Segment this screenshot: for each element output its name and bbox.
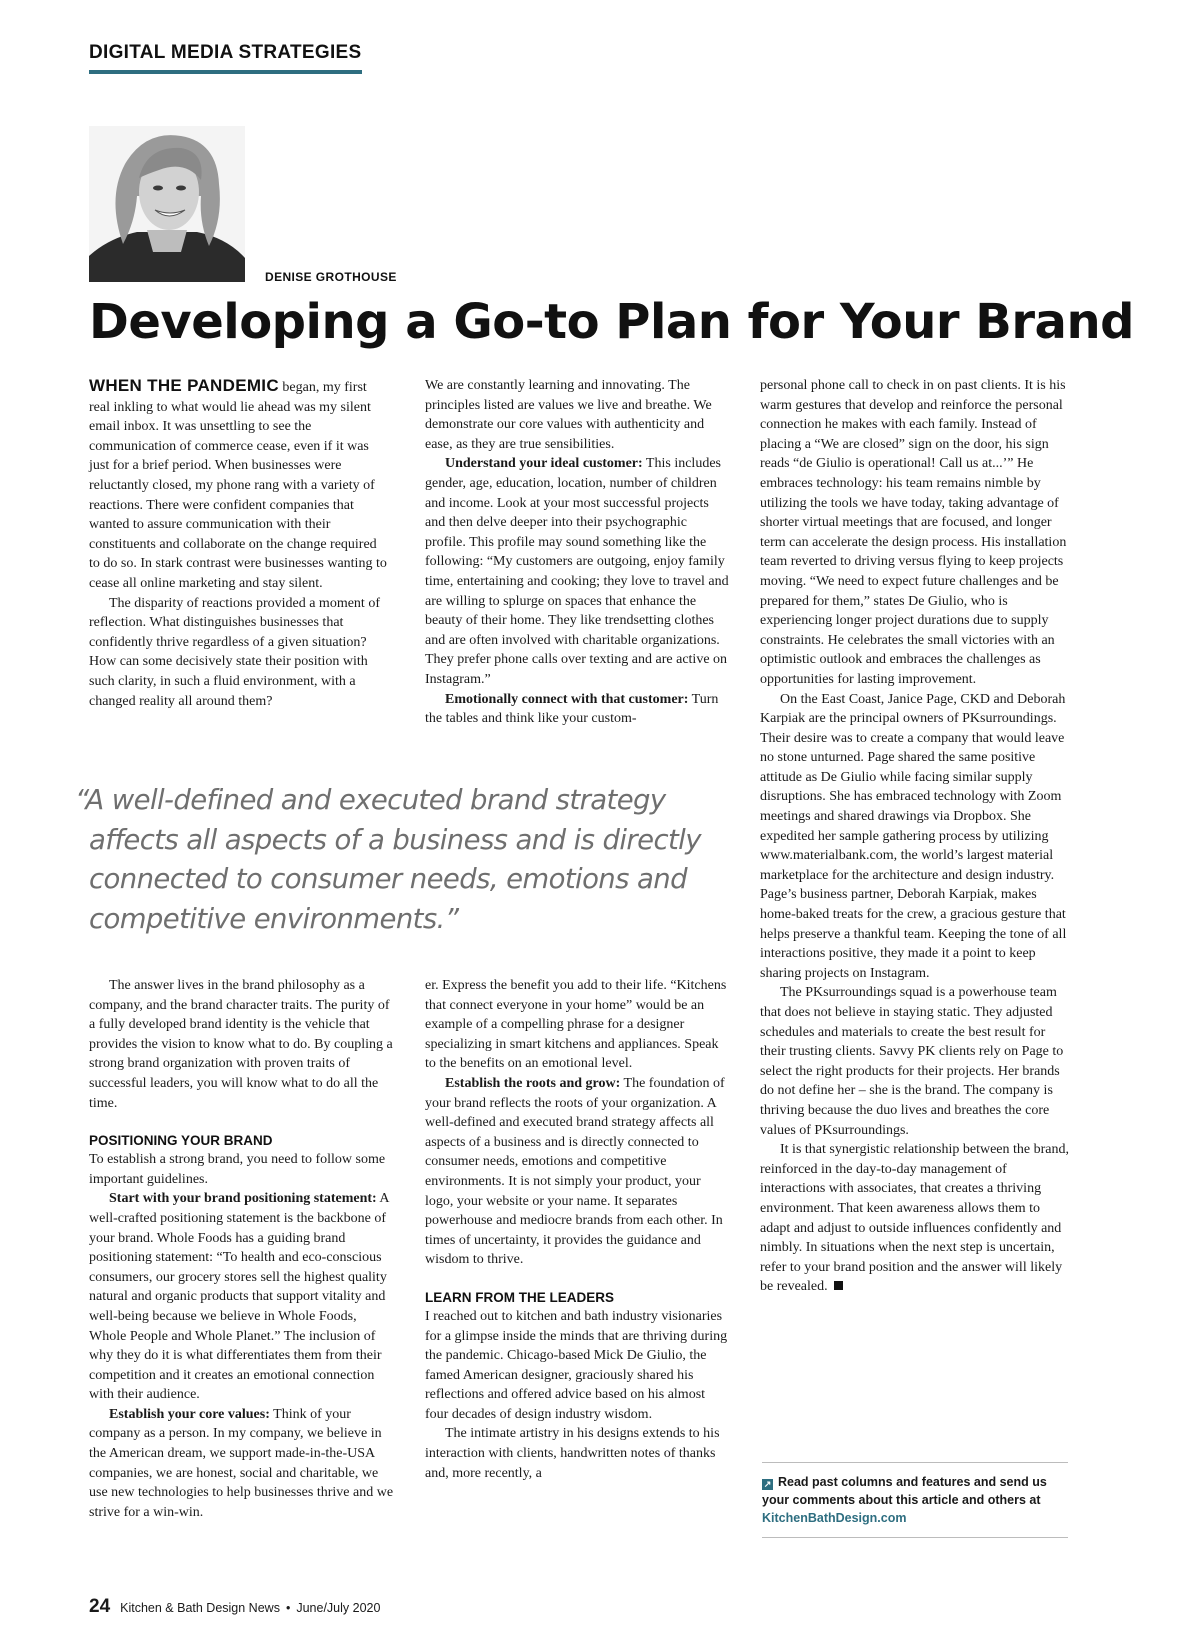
paragraph-text: Turn the tables and think like your custom- [425,691,719,727]
cta-text: Read past columns and features and send us your comments about this article and others at [762,1475,1047,1507]
paragraph-text: This includes gender, age, education, location, number of children and income. Look at your most successful projects and then delve deeper into their psychographic profile. This profile may sound something like the following: “My customers are outgoing, enjoy family time, entertaining and cooking; they love to travel and are willing to splurge on spaces that enhance the beauty of their home. They like trendsetting clothes and are often involved with charitable organizations. They prefer phone calls over texting and are active on Instagram.” [425,456,729,687]
section-label: DIGITAL MEDIA STRATEGIES [89,42,362,74]
cta-link[interactable]: KitchenBathDesign.com [762,1511,907,1525]
subhead: LEARN FROM THE LEADERS [425,1289,614,1305]
column-1-top [89,376,389,711]
lead-in: WHEN THE PANDEMIC [89,376,279,395]
paragraph: To establish a strong brand, you need to follow some important guidelines. [89,1152,386,1187]
paragraph: On the East Coast, Janice Page, CKD and Deborah Karpiak are the principal owners of PKsurroundings. Their desire was to create a company that would leave no stone unturned. Page shared the same positive attitude as De Giulio while facing similar supply disruptions. She has embraced technology with Zoom meetings and shared drawings via Dropbox. She expedited her sample gathering process by utilizing www.materialbank.com, the world’s largest material marketplace for the architecture and design industry. Page’s business partner, Deborah Karpiak, makes home-baked treats for the crew, a gracious gesture that helps preserve a thankful team. Keeping the tone of all interactions positive, they made it a point to keep sharing projects on Instagram. [760,691,1067,981]
paragraph: The PKsurroundings squad is a powerhouse team that does not believe in staying static. They adjusted schedules and materials to create the best result for their trusting clients. Savvy PK clients rely on Page to select the right products for their projects. Her brands do not define her – she is the brand. The company is thriving because the duo lives and breathes the core values of PKsurroundings. [760,985,1064,1138]
column-3 [760,376,1070,1297]
pull-quote: “A well-defined and executed brand strategy affects all aspects of a business and is directly connected to consumer needs, emotions and competitive environments.” [75,784,701,935]
paragraph [425,1074,730,1270]
run-in-head: Start with your brand positioning statement: [109,1191,377,1207]
paragraph: personal phone call to check in on past clients. It is his warm gestures that develop and reinforce the personal connection he makes with each family. Instead of placing a “We are closed” sign on the door, his sign reads “de Giulio is operational! Call us at...’” He embraces technology: his team remains nimble by utilizing the tools we have today, taking advantage of shorter virtual meetings that are focused, and longer term can accelerate the design process. His installation team reverted to driving versus flying to keep projects moving. “We need to expect future challenges and be prepared for them,” states De Giulio, who is experiencing longer project durations due to supply constraints. He celebrates the small victories with an optimistic outlook and embraces the challenges as opportunities for lasting improvement. [760,378,1067,687]
run-in-head: Establish your core values: [109,1406,270,1422]
paragraph-text: Think of your company as a person. In my company, we believe in the American dream, we support made-in-the-USA companies, we are honest, social and charitable, we use new technologies to help businesses thrive and we strive for a win-win. [89,1406,394,1520]
column-2-top [425,376,730,729]
cta-box [762,1462,1068,1538]
author-portrait-illustration [89,126,245,282]
author-photo [89,126,245,282]
paragraph-text: began, my first real inkling to what would lie ahead was my silent email inbox. It was unsettling to see the communication of commerce cease, even if it was just for a brief period. When businesses were reluctantly closed, my phone rang with a variety of reactions. There were confident companies that wanted to assure communication with their constituents and collaborate on the change required to do so. In stark contrast were businesses wanting to cease all online marketing and stay silent. [89,380,387,591]
run-in-head: Emotionally connect with that customer: [445,691,689,707]
author-byline: DENISE GROTHOUSE [265,270,397,284]
article-headline: Developing a Go-to Plan for Your Brand [89,294,1134,350]
page-footer [89,1596,380,1618]
subhead: POSITIONING YOUR BRAND [89,1133,273,1149]
paragraph-text: The foundation of your brand reflects the roots of your organization. A well-defined and executed brand strategy affects all aspects of a business and is directly connected to consumer needs, emotions and competitive environments. It is not simply your product, your logo, your website or your name. It separates powerhouse and mediocre brands from each other. In times of uncertainty, it provides the guidance and wisdom to thrive. [425,1075,725,1268]
arrow-link-icon: ↗ [763,1479,772,1489]
column-2-bottom [425,976,730,1483]
paragraph [89,376,389,594]
publication-name: Kitchen & Bath Design News [120,1601,280,1615]
paragraph: The answer lives in the brand philosophy as a company, and the brand character traits. The purity of a fully developed brand identity is the vehicle that provides the vision to know what to do. By coupling a strong brand organization with proven traits of successful leaders, you will know what to do all the time. [89,978,393,1111]
paragraph: er. Express the benefit you add to their life. “Kitchens that connect everyone in your home” would be an example of a compelling phrase for a designer specializing in smart kitchens and appliances. Speak to the benefits on an emotional level. [425,978,727,1072]
run-in-head: Understand your ideal customer: [445,456,643,472]
paragraph [425,454,730,689]
issue-date: June/July 2020 [296,1601,381,1615]
page-number: 24 [89,1596,111,1617]
paragraph [760,1140,1070,1297]
paragraph: We are constantly learning and innovating. The principles listed are values we live and breathe. We demonstrate our core values with authenticity and ease, as they are true sensibilities. [425,378,712,452]
paragraph: The disparity of reactions provided a moment of reflection. What distinguishes businesses that confidently thrive regardless of a given situation? How can some decisively state their position with such clarity, in such a fluid environment, with a changed reality all around them? [89,595,380,709]
column-1-bottom [89,976,394,1522]
paragraph [425,690,730,729]
paragraph: I reached out to kitchen and bath industry visionaries for a glimpse inside the minds that are thriving during the pandemic. Chicago-based Mick De Giulio, the famed American designer, graciously shared his reflections and offered advice based on his almost four decades of design industry wisdom. [425,1308,728,1422]
run-in-head: Establish the roots and grow: [445,1075,621,1091]
paragraph-text: A well-crafted positioning statement is the backbone of your brand. Whole Foods has a guiding brand positioning statement: “To health and eco-conscious consumers, our grocery stores sell the highest quality natural and organic products that support vitality and well-being because we believe in Whole Foods, Whole People and Whole Planet.” The inclusion of why they do it is what differentiates them from their competition and it creates an emotional connection with their audience. [89,1191,389,1403]
footer-separator: • [285,1601,291,1615]
paragraph: The intimate artistry in his designs extends to his interaction with clients, handwritten notes of thanks and, more recently, a [425,1426,720,1481]
paragraph [89,1405,394,1523]
paragraph [89,1189,394,1405]
paragraph-text: It is that synergistic relationship between the brand, reinforced in the day-to-day management of interactions with associates, that creates a thriving environment. That keen awareness allows them to adapt and adjust to outside influences confidently and nimbly. In situations when the next step is uncertain, refer to your brand position and the answer will likely be revealed. [760,1142,1070,1295]
end-mark-icon [834,1281,843,1290]
